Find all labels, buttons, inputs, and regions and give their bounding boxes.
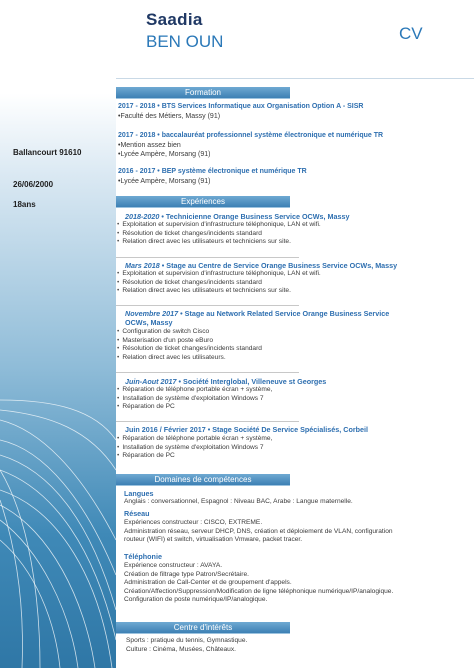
section-rule xyxy=(116,207,290,208)
telephonie-lines xyxy=(124,562,393,605)
experience-date: 2018-2020 xyxy=(125,212,160,221)
experience-title xyxy=(125,309,389,318)
experience-bullet: • Installation de système d'exploitation Windows 7 xyxy=(117,395,272,404)
reseau-line: routeur (WIFI) et switch, virtualisation Vmware, packet tracer. xyxy=(124,536,303,544)
interets-lines xyxy=(126,637,247,654)
experience-separator xyxy=(116,305,299,306)
section-experiences-header: Expériences xyxy=(116,196,290,207)
section-interets-header: Centre d'intérêts xyxy=(116,622,290,633)
experience-title xyxy=(125,377,326,386)
header-divider xyxy=(116,78,474,79)
experience-separator xyxy=(116,421,299,422)
experience-date: Novembre 2017 xyxy=(125,309,179,318)
sidebar xyxy=(0,0,116,668)
experience-role: • Technicienne Orange Business Service OCWs, Massy xyxy=(159,212,350,221)
section-competences-header: Domaines de compétences xyxy=(116,474,290,485)
experience-bullet: • Réparation de PC xyxy=(117,403,272,412)
experience-role: • Stage au Centre de Service Orange Business Service OCWs, Massy xyxy=(159,261,398,270)
section-formation-header: Formation xyxy=(116,87,290,98)
formation-item-line: •Mention assez bien xyxy=(118,142,181,149)
experience-separator xyxy=(116,372,299,373)
experience-title xyxy=(125,261,397,270)
decorative-curves xyxy=(0,0,116,668)
experience-bullet: • Relation direct avec les utilisateurs et techniciens sur site. xyxy=(117,238,321,247)
reseau-line: Expériences constructeur : CISCO, EXTREME. xyxy=(124,519,263,526)
langues-line: Anglais : conversationnel, Espagnol : Niveau BAC, Arabe : Langue maternelle. xyxy=(124,498,353,505)
experience-bullet: • Relation direct avec les utilisateurs. xyxy=(117,354,262,363)
last-name: BEN OUN xyxy=(146,32,224,51)
formation-item-line: •Faculté des Métiers, Massy (91) xyxy=(118,113,221,120)
interets-line: Sports : pratique du tennis, Gymnastique. xyxy=(126,637,248,644)
reseau-lines xyxy=(124,519,393,545)
experience-bullets xyxy=(117,435,272,461)
experience-bullets xyxy=(117,221,321,247)
cv-label: CV xyxy=(399,24,423,43)
reseau-label: Réseau xyxy=(124,509,150,518)
first-name: Saadia xyxy=(146,10,203,29)
langues-label: Langues xyxy=(124,489,154,498)
formation-item-title: 2017 - 2018 • BTS Services Informatique aux Organisation Option A - SISR xyxy=(118,103,364,110)
experience-bullet: • Résolution de ticket changes/incidents standard xyxy=(117,345,262,354)
langues-lines xyxy=(124,498,353,507)
experience-date: Juin 2016 / Février 2017 xyxy=(125,425,206,434)
experience-date: Mars 2018 xyxy=(125,261,160,270)
reseau-line: Administration réseau, serveur DHCP, DNS, création et déploiement de VLAN, configuration xyxy=(124,527,393,535)
telephonie-line: Administration de Call-Center et de groupement d'appels. xyxy=(124,579,292,587)
formation-item-title: 2016 - 2017 • BEP système électronique et numérique TR xyxy=(118,168,307,175)
experience-bullet: • Résolution de ticket changes/incidents standard xyxy=(117,279,321,288)
experience-bullets xyxy=(117,386,272,412)
city: Ballancourt 91610 xyxy=(13,148,82,157)
interets-line: Culture : Cinéma, Musées, Châteaux. xyxy=(126,645,236,653)
experience-role: • Stage au Network Related Service Orange Business Service xyxy=(178,309,390,318)
section-rule xyxy=(116,633,290,634)
experience-bullet: • Réparation de téléphone portable écran + système, xyxy=(117,386,272,395)
experience-date: Juin-Aout 2017 xyxy=(125,377,177,386)
section-rule xyxy=(116,98,290,99)
experience-bullets xyxy=(117,270,321,296)
formation-item-title: 2017 - 2018 • baccalauréat professionnel système électronique et numérique TR xyxy=(118,132,384,139)
experience-bullet: • Exploitation et supervision d'infrastructure téléphonique, LAN et wifi. xyxy=(117,270,321,279)
experience-bullet: • Réparation de téléphone portable écran + système, xyxy=(117,435,272,444)
experience-bullet: • Configuration de switch Cisco xyxy=(117,328,262,337)
telephonie-label: Téléphonie xyxy=(124,552,162,561)
experience-bullet: • Résolution de ticket changes/incidents standard xyxy=(117,230,321,239)
experience-role: • Stage Société De Service Spécialisés, Corbeil xyxy=(205,425,369,434)
birth-date: 26/06/2000 xyxy=(13,180,54,189)
experience-separator xyxy=(116,257,299,258)
experience-bullet: • Exploitation et supervision d'infrastructure téléphonique, LAN et wifi. xyxy=(117,221,321,230)
experience-bullet: • Masterisation d'un poste eBuro xyxy=(117,337,262,346)
experience-title xyxy=(125,212,350,221)
experience-bullet: • Installation de système d'exploitation Windows 7 xyxy=(117,444,272,453)
formation-item-line: •Lycée Ampère, Morsang (91) xyxy=(118,178,211,185)
experience-bullet: • Relation direct avec les utilisateurs et techniciens sur site. xyxy=(117,287,321,296)
experience-title xyxy=(125,425,368,434)
experience-bullet: • Réparation de PC xyxy=(117,452,272,461)
experience-role: • Société Interglobal, Villeneuve st Georges xyxy=(176,377,327,386)
section-rule xyxy=(116,485,290,486)
age: 18ans xyxy=(13,200,36,209)
telephonie-line: Expérience constructeur : AVAYA. xyxy=(124,562,223,569)
telephonie-line: Création/Affection/Suppression/Modification de ligne téléphonique numérique/IP/analogique. xyxy=(124,587,394,595)
telephonie-line: Configuration de poste numérique/IP/analogique. xyxy=(124,596,268,604)
experience-title-cont: OCWs, Massy xyxy=(125,318,173,327)
experience-bullets xyxy=(117,328,262,362)
formation-item-line: •Lycée Ampère, Morsang (91) xyxy=(118,151,211,158)
telephonie-line: Création de filtrage type Patron/Secrétaire. xyxy=(124,570,249,578)
